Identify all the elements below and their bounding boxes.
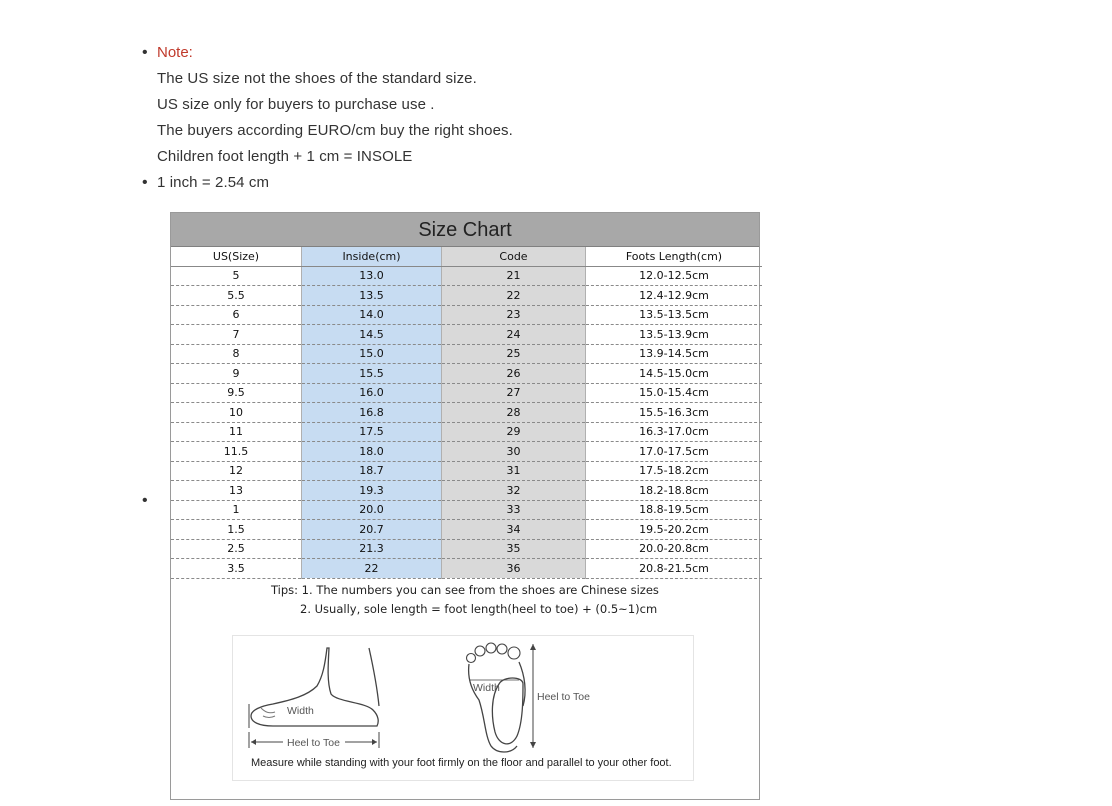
size-chart-title: Size Chart — [171, 213, 759, 247]
cell-inside: 22 — [302, 559, 442, 579]
bullet-icon: • — [142, 174, 148, 191]
cell-us-size: 7 — [171, 325, 302, 345]
cell-foot-length: 13.5-13.9cm — [586, 325, 763, 345]
table-row — [171, 422, 762, 442]
cell-us-size: 9 — [171, 364, 302, 384]
cell-inside: 19.3 — [302, 481, 442, 501]
note-line — [142, 92, 842, 118]
cell-inside: 15.0 — [302, 344, 442, 364]
cell-us-size: 2.5 — [171, 539, 302, 559]
table-row — [171, 266, 762, 286]
cell-code: 28 — [442, 403, 586, 423]
cell-us-size: 11 — [171, 422, 302, 442]
cell-foot-length: 19.5-20.2cm — [586, 520, 763, 540]
tip-1: Tips: 1. The numbers you can see from the shoes are Chinese sizes — [271, 583, 659, 597]
note-line-text: US size only for buyers to purchase use . — [157, 96, 435, 113]
header-foot-length: Foots Length(cm) — [586, 247, 763, 266]
cell-code: 21 — [442, 266, 586, 286]
notes-list — [142, 40, 842, 196]
cell-us-size: 13 — [171, 481, 302, 501]
cell-code: 30 — [442, 442, 586, 462]
cell-foot-length: 20.0-20.8cm — [586, 539, 763, 559]
cell-inside: 13.5 — [302, 286, 442, 306]
top-heel-label: Heel to Toe — [537, 691, 590, 703]
note-label: Note: — [157, 44, 193, 61]
cell-inside: 16.0 — [302, 383, 442, 403]
tip-2: 2. Usually, sole length = foot length(heel to toe) + (0.5~1)cm — [300, 602, 658, 616]
size-table-header — [171, 247, 762, 266]
cell-code: 25 — [442, 344, 586, 364]
table-row — [171, 559, 762, 579]
bullet-icon: • — [142, 44, 148, 61]
table-row — [171, 539, 762, 559]
table-row — [171, 461, 762, 481]
header-inside: Inside(cm) — [302, 247, 442, 266]
cell-foot-length: 15.5-16.3cm — [586, 403, 763, 423]
cell-us-size: 8 — [171, 344, 302, 364]
cell-foot-length: 13.9-14.5cm — [586, 344, 763, 364]
cell-foot-length: 15.0-15.4cm — [586, 383, 763, 403]
cell-code: 27 — [442, 383, 586, 403]
cell-inside: 20.7 — [302, 520, 442, 540]
table-row — [171, 500, 762, 520]
note-line-text: The buyers according EURO/cm buy the right shoes. — [157, 122, 513, 139]
table-row — [171, 403, 762, 423]
cell-us-size: 6 — [171, 305, 302, 325]
size-table-body — [171, 266, 762, 578]
cell-us-size: 10 — [171, 403, 302, 423]
note-item — [142, 40, 842, 66]
note-line-text: Children foot length + 1 cm = INSOLE — [157, 148, 413, 165]
cell-code: 26 — [442, 364, 586, 384]
cell-inside: 18.7 — [302, 461, 442, 481]
cell-inside: 20.0 — [302, 500, 442, 520]
cell-code: 24 — [442, 325, 586, 345]
cell-us-size: 12 — [171, 461, 302, 481]
top-width-label: Width — [473, 682, 500, 694]
table-row — [171, 344, 762, 364]
cell-foot-length: 17.0-17.5cm — [586, 442, 763, 462]
cell-us-size: 1 — [171, 500, 302, 520]
cell-foot-length: 17.5-18.2cm — [586, 461, 763, 481]
cell-code: 34 — [442, 520, 586, 540]
note-line-text: The US size not the shoes of the standard size. — [157, 70, 477, 87]
table-row — [171, 442, 762, 462]
cell-foot-length: 12.0-12.5cm — [586, 266, 763, 286]
cell-foot-length: 18.2-18.8cm — [586, 481, 763, 501]
cell-inside: 14.5 — [302, 325, 442, 345]
cell-foot-length: 12.4-12.9cm — [586, 286, 763, 306]
cell-foot-length: 13.5-13.5cm — [586, 305, 763, 325]
cell-us-size: 9.5 — [171, 383, 302, 403]
note-line — [142, 144, 842, 170]
cell-foot-length: 20.8-21.5cm — [586, 559, 763, 579]
table-row — [171, 520, 762, 540]
header-code: Code — [442, 247, 586, 266]
cell-inside: 13.0 — [302, 266, 442, 286]
cell-code: 23 — [442, 305, 586, 325]
cell-inside: 15.5 — [302, 364, 442, 384]
table-row — [171, 383, 762, 403]
size-chart-image — [170, 212, 760, 800]
cell-us-size: 5 — [171, 266, 302, 286]
table-row — [171, 364, 762, 384]
cell-inside: 14.0 — [302, 305, 442, 325]
cell-us-size: 1.5 — [171, 520, 302, 540]
inch-item — [142, 170, 842, 196]
side-heel-label: Heel to Toe — [287, 737, 340, 749]
cell-inside: 18.0 — [302, 442, 442, 462]
cell-foot-length: 14.5-15.0cm — [586, 364, 763, 384]
cell-code: 22 — [442, 286, 586, 306]
table-row — [171, 305, 762, 325]
side-width-label: Width — [287, 705, 314, 717]
cell-inside: 21.3 — [302, 539, 442, 559]
header-us-size: US(Size) — [171, 247, 302, 266]
foot-diagram-icon — [233, 636, 693, 780]
inch-conversion: 1 inch = 2.54 cm — [157, 174, 270, 191]
cell-foot-length: 16.3-17.0cm — [586, 422, 763, 442]
cell-inside: 16.8 — [302, 403, 442, 423]
foot-measure-illustration — [232, 635, 694, 781]
table-row — [171, 481, 762, 501]
cell-code: 31 — [442, 461, 586, 481]
cell-foot-length: 18.8-19.5cm — [586, 500, 763, 520]
cell-code: 29 — [442, 422, 586, 442]
measure-caption: Measure while standing with your foot firmly on the floor and parallel to your other foot. — [251, 757, 672, 769]
cell-code: 32 — [442, 481, 586, 501]
bullet-icon: • — [142, 492, 148, 509]
table-row — [171, 325, 762, 345]
cell-us-size: 3.5 — [171, 559, 302, 579]
note-line — [142, 66, 842, 92]
size-table — [171, 247, 762, 579]
cell-code: 33 — [442, 500, 586, 520]
table-row — [171, 286, 762, 306]
cell-inside: 17.5 — [302, 422, 442, 442]
cell-code: 35 — [442, 539, 586, 559]
tips — [271, 581, 659, 619]
cell-code: 36 — [442, 559, 586, 579]
cell-us-size: 11.5 — [171, 442, 302, 462]
cell-us-size: 5.5 — [171, 286, 302, 306]
note-line — [142, 118, 842, 144]
